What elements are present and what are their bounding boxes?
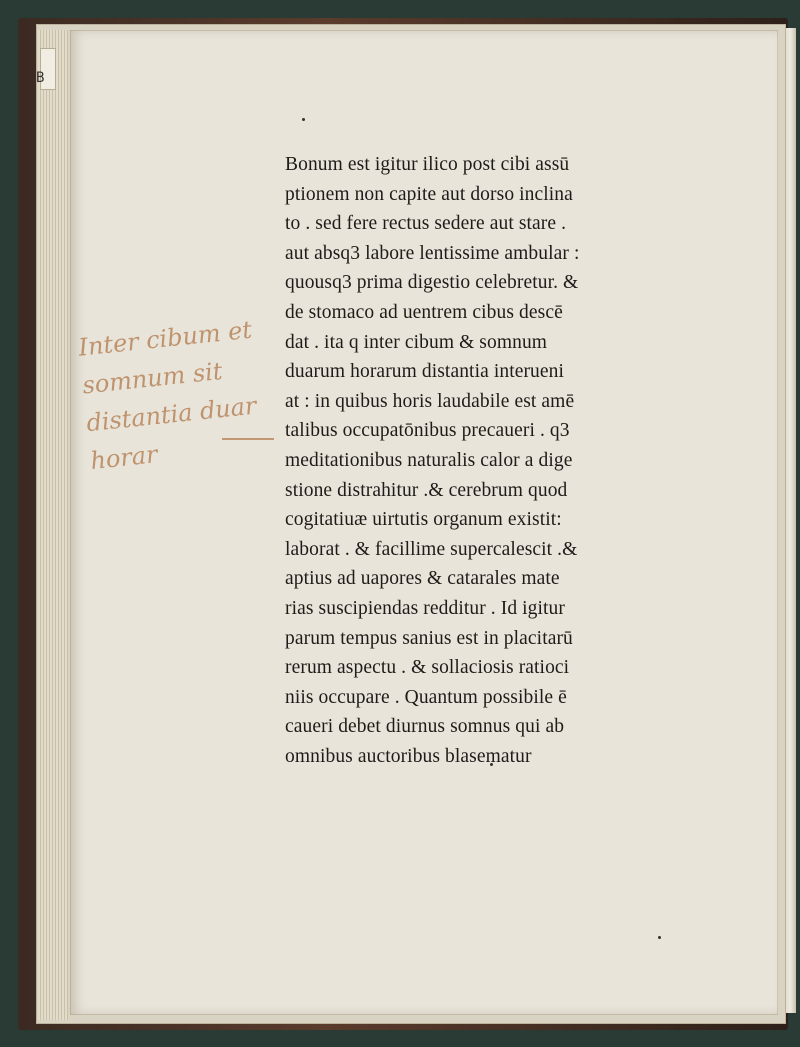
text-line: rias suscipiendas redditur . Id igitur [285,597,565,619]
text-line: at : in quibus horis laudabile est amē [285,390,575,412]
marginal-note-line: horar [89,440,159,476]
marginal-pointer-stroke [222,438,274,440]
text-line: laborat . & facillime supercalescit .& [285,538,578,560]
text-line: Bonum est igitur ilico post cibi assū [285,154,570,175]
marginal-note-line: distantia duar [85,391,258,438]
text-line: ptionem non capite aut dorso inclina [285,183,573,205]
ink-speck [658,936,661,939]
printed-text-block [285,150,665,771]
text-line: meditationibus naturalis calor a dige [285,449,573,471]
text-line: quousq3 prima digestio celebretur. & [285,272,579,294]
text-line: niis occupare . Quantum possibile ē [285,686,567,708]
text-line: aptius ad uapores & catarales mate [285,568,560,590]
marginal-note-line: Inter cibum et [77,315,254,362]
text-line: duarum horarum distantia interueni [285,361,565,383]
text-line: parum tempus sanius est in placitarū [285,627,573,649]
folio-mark: B [36,70,45,86]
ink-speck [302,118,305,121]
text-line: caueri debet diurnus somnus qui ab [285,716,565,738]
text-line: stione distrahitur .& cerebrum quod [285,479,568,501]
handwritten-marginal-note [77,308,292,480]
marginal-note-line: somnum sit [81,356,224,400]
text-line: cogitatiuæ uirtutis organum existit: [285,509,562,531]
gutter-page-edges [38,30,68,1020]
text-line: to . sed fere rectus sedere aut stare . [285,213,567,235]
text-line: omnibus auctoribus blasematur [285,745,532,767]
text-line: de stomaco ad uentrem cibus descē [285,301,563,323]
text-line: aut absq3 labore lentissime ambular : [285,242,580,264]
text-line: talibus occupatōnibus precaueri . q3 [285,420,570,442]
text-line: rerum aspectu . & sollaciosis ratioci [285,657,570,679]
text-line: dat . ita q inter cibum & somnum [285,331,548,353]
